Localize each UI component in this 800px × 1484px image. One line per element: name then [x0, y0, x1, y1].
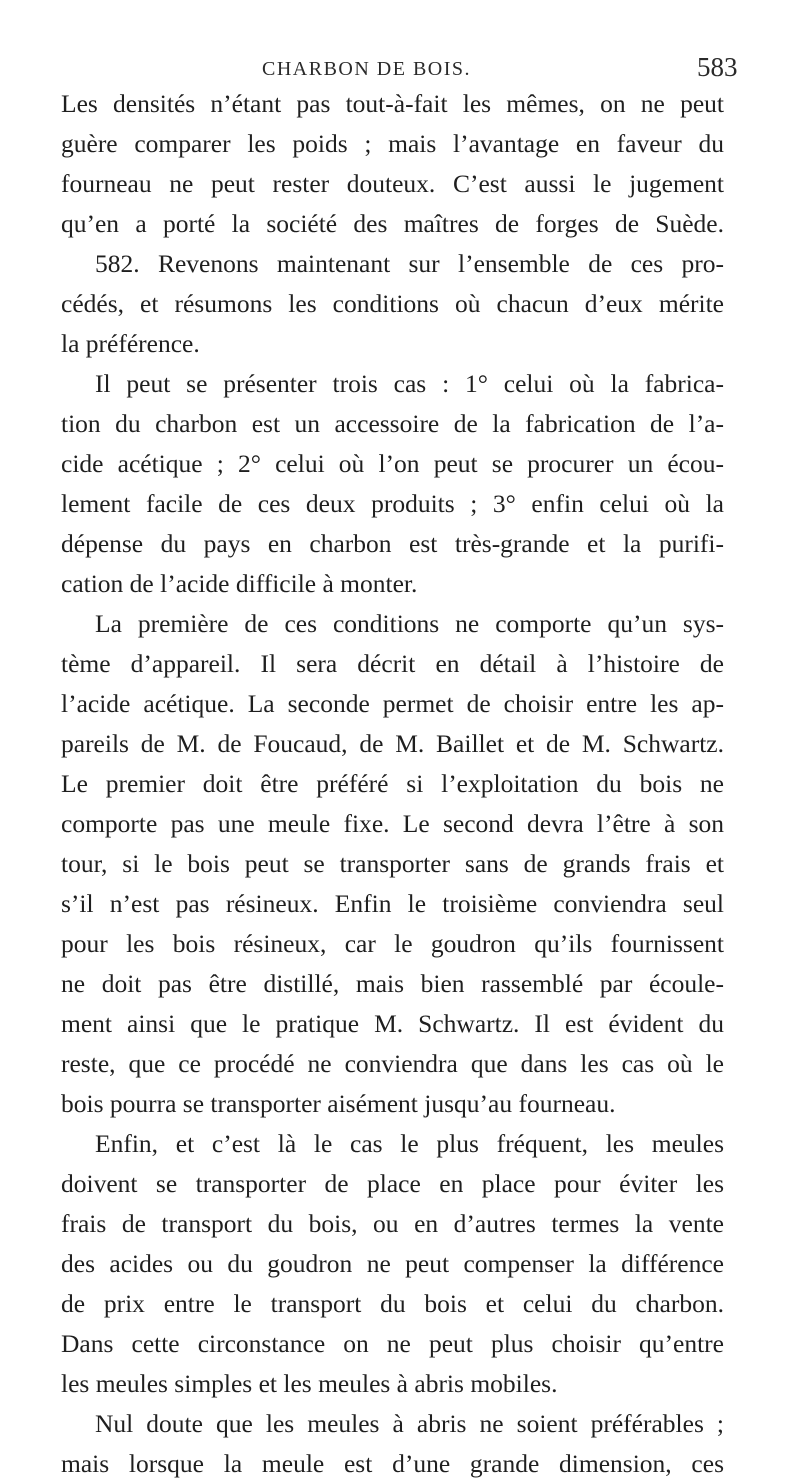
text-line: cide acétique ; 2° celui où l’on peut se procurer un écou-	[61, 449, 724, 478]
text-line: Enfin, et c’est là le cas le plus fréquent, les meules	[95, 1129, 724, 1158]
text-line: Nul doute que les meules à abris ne soient préférables ;	[95, 1409, 724, 1438]
text-line: des acides ou du goudron ne peut compenser la différence	[61, 1249, 724, 1278]
text-line: mais lorsque la meule est d’une grande dimension, ces	[61, 1449, 724, 1478]
text-line: tème d’appareil. Il sera décrit en détail à l’histoire de	[61, 649, 724, 678]
text-line: dépense du pays en charbon est très-grande et la purifi-	[61, 529, 724, 558]
text-line: doivent se transporter de place en place pour éviter les	[61, 1169, 724, 1198]
text-line: de prix entre le transport du bois et celui du charbon.	[61, 1289, 724, 1318]
text-line: 582. Revenons maintenant sur l’ensemble de ces pro-	[95, 249, 724, 278]
text-line: frais de transport du bois, ou en d’autres termes la vente	[61, 1209, 724, 1238]
text-line: fourneau ne peut rester douteux. C’est aussi le jugement	[61, 169, 724, 198]
text-line: bois pourra se transporter aisément jusqu’au fourneau.	[61, 1089, 616, 1118]
text-line: l’acide acétique. La seconde permet de choisir entre les ap-	[61, 689, 724, 718]
text-line: pareils de M. de Foucaud, de M. Baillet et de M. Schwartz.	[61, 729, 724, 758]
text-line: ment ainsi que le pratique M. Schwartz. Il est évident du	[61, 1009, 724, 1038]
text-line: s’il n’est pas résineux. Enfin le troisième conviendra seul	[61, 889, 724, 918]
text-line: La première de ces conditions ne comporte qu’un sys-	[95, 609, 724, 638]
text-line: guère comparer les poids ; mais l’avantage en faveur du	[61, 129, 724, 158]
text-line: qu’en a porté la société des maîtres de forges de Suède.	[61, 209, 724, 238]
text-line: comporte pas une meule fixe. Le second devra l’être à son	[61, 809, 724, 838]
page-number: 583	[697, 52, 738, 82]
text-line: tion du charbon est un accessoire de la fabrication de l’a-	[61, 409, 724, 438]
text-line: Les densités n’étant pas tout-à-fait les mêmes, on ne peut	[61, 89, 724, 118]
text-line: Le premier doit être préféré si l’exploitation du bois ne	[61, 769, 724, 798]
text-line: lement facile de ces deux produits ; 3° enfin celui où la	[61, 489, 724, 518]
running-title: CHARBON DE BOIS.	[262, 58, 472, 80]
text-line: cédés, et résumons les conditions où chacun d’eux mérite	[61, 289, 724, 318]
text-line: les meules simples et les meules à abris mobiles.	[61, 1369, 558, 1398]
text-line: cation de l’acide difficile à monter.	[61, 569, 418, 598]
text-line: ne doit pas être distillé, mais bien rassemblé par écoule-	[61, 969, 724, 998]
text-line: pour les bois résineux, car le goudron qu’ils fournissent	[61, 929, 724, 958]
text-line: Il peut se présenter trois cas : 1° celui où la fabrica-	[95, 369, 724, 398]
text-line: reste, que ce procédé ne conviendra que dans les cas où le	[61, 1049, 724, 1078]
text-line: tour, si le bois peut se transporter sans de grands frais et	[61, 849, 724, 878]
text-line: Dans cette circonstance on ne peut plus choisir qu’entre	[61, 1329, 724, 1358]
text-line: la préférence.	[61, 329, 200, 358]
